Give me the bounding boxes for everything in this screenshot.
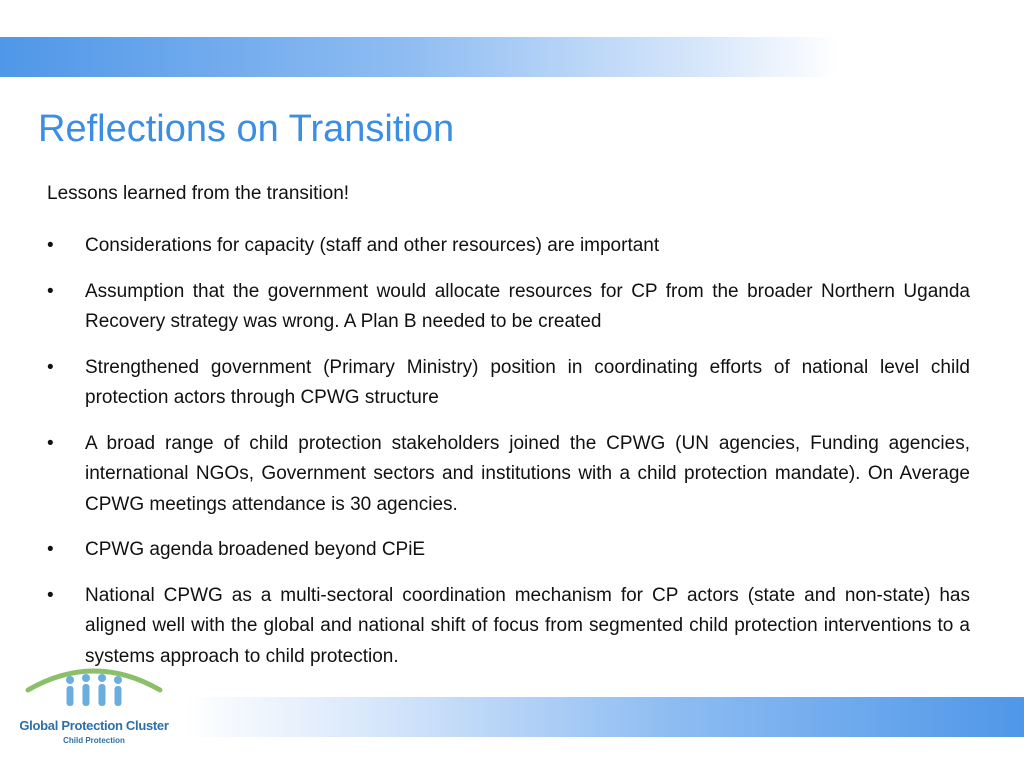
people-under-arc-icon — [14, 660, 174, 716]
bullet-dot-icon: • — [47, 235, 54, 256]
bullet-text: Considerations for capacity (staff and other resources) are important — [85, 235, 660, 256]
bullet-item — [47, 581, 970, 673]
bullet-list — [47, 231, 970, 687]
bullet-text: CPWG agenda broadened beyond CPiE — [85, 539, 426, 560]
global-protection-cluster-logo — [14, 660, 184, 756]
top-gradient-band — [0, 37, 1024, 77]
bullet-item — [47, 231, 970, 262]
bullet-text: Assumption that the government would allocate resources for CP from the broader Northern Uganda Recovery strategy was wrong. A Plan B needed to be created — [85, 280, 970, 332]
logo-name: Global Protection Cluster — [19, 718, 169, 733]
bullet-dot-icon: • — [47, 584, 54, 606]
slide-title: Reflections on Transition — [38, 108, 455, 150]
bullet-dot-icon: • — [47, 280, 54, 302]
bullet-item — [47, 535, 970, 566]
bullet-item — [47, 277, 970, 338]
bullet-dot-icon: • — [47, 539, 54, 560]
bullet-dot-icon: • — [47, 356, 54, 378]
slide-intro: Lessons learned from the transition! — [47, 183, 350, 204]
bullet-item — [47, 429, 970, 521]
bullet-text: National CPWG as a multi-sectoral coordination mechanism for CP actors (state and non-state) has aligned well with the global and national shift of focus from segmented child protection interventions to a systems approach to child protection. — [85, 584, 970, 667]
bullet-dot-icon: • — [47, 432, 54, 454]
logo-subtitle: Child Protection — [63, 736, 125, 745]
bullet-text: Strengthened government (Primary Ministry) position in coordinating efforts of national level child protection actors through CPWG structure — [85, 356, 970, 408]
bullet-text: A broad range of child protection stakeholders joined the CPWG (UN agencies, Funding agencies, international NGOs, Government sectors and institutions with a child protection mandate). On Average CPWG meetings attendance is 30 agencies. — [85, 432, 970, 515]
bullet-item — [47, 353, 970, 414]
